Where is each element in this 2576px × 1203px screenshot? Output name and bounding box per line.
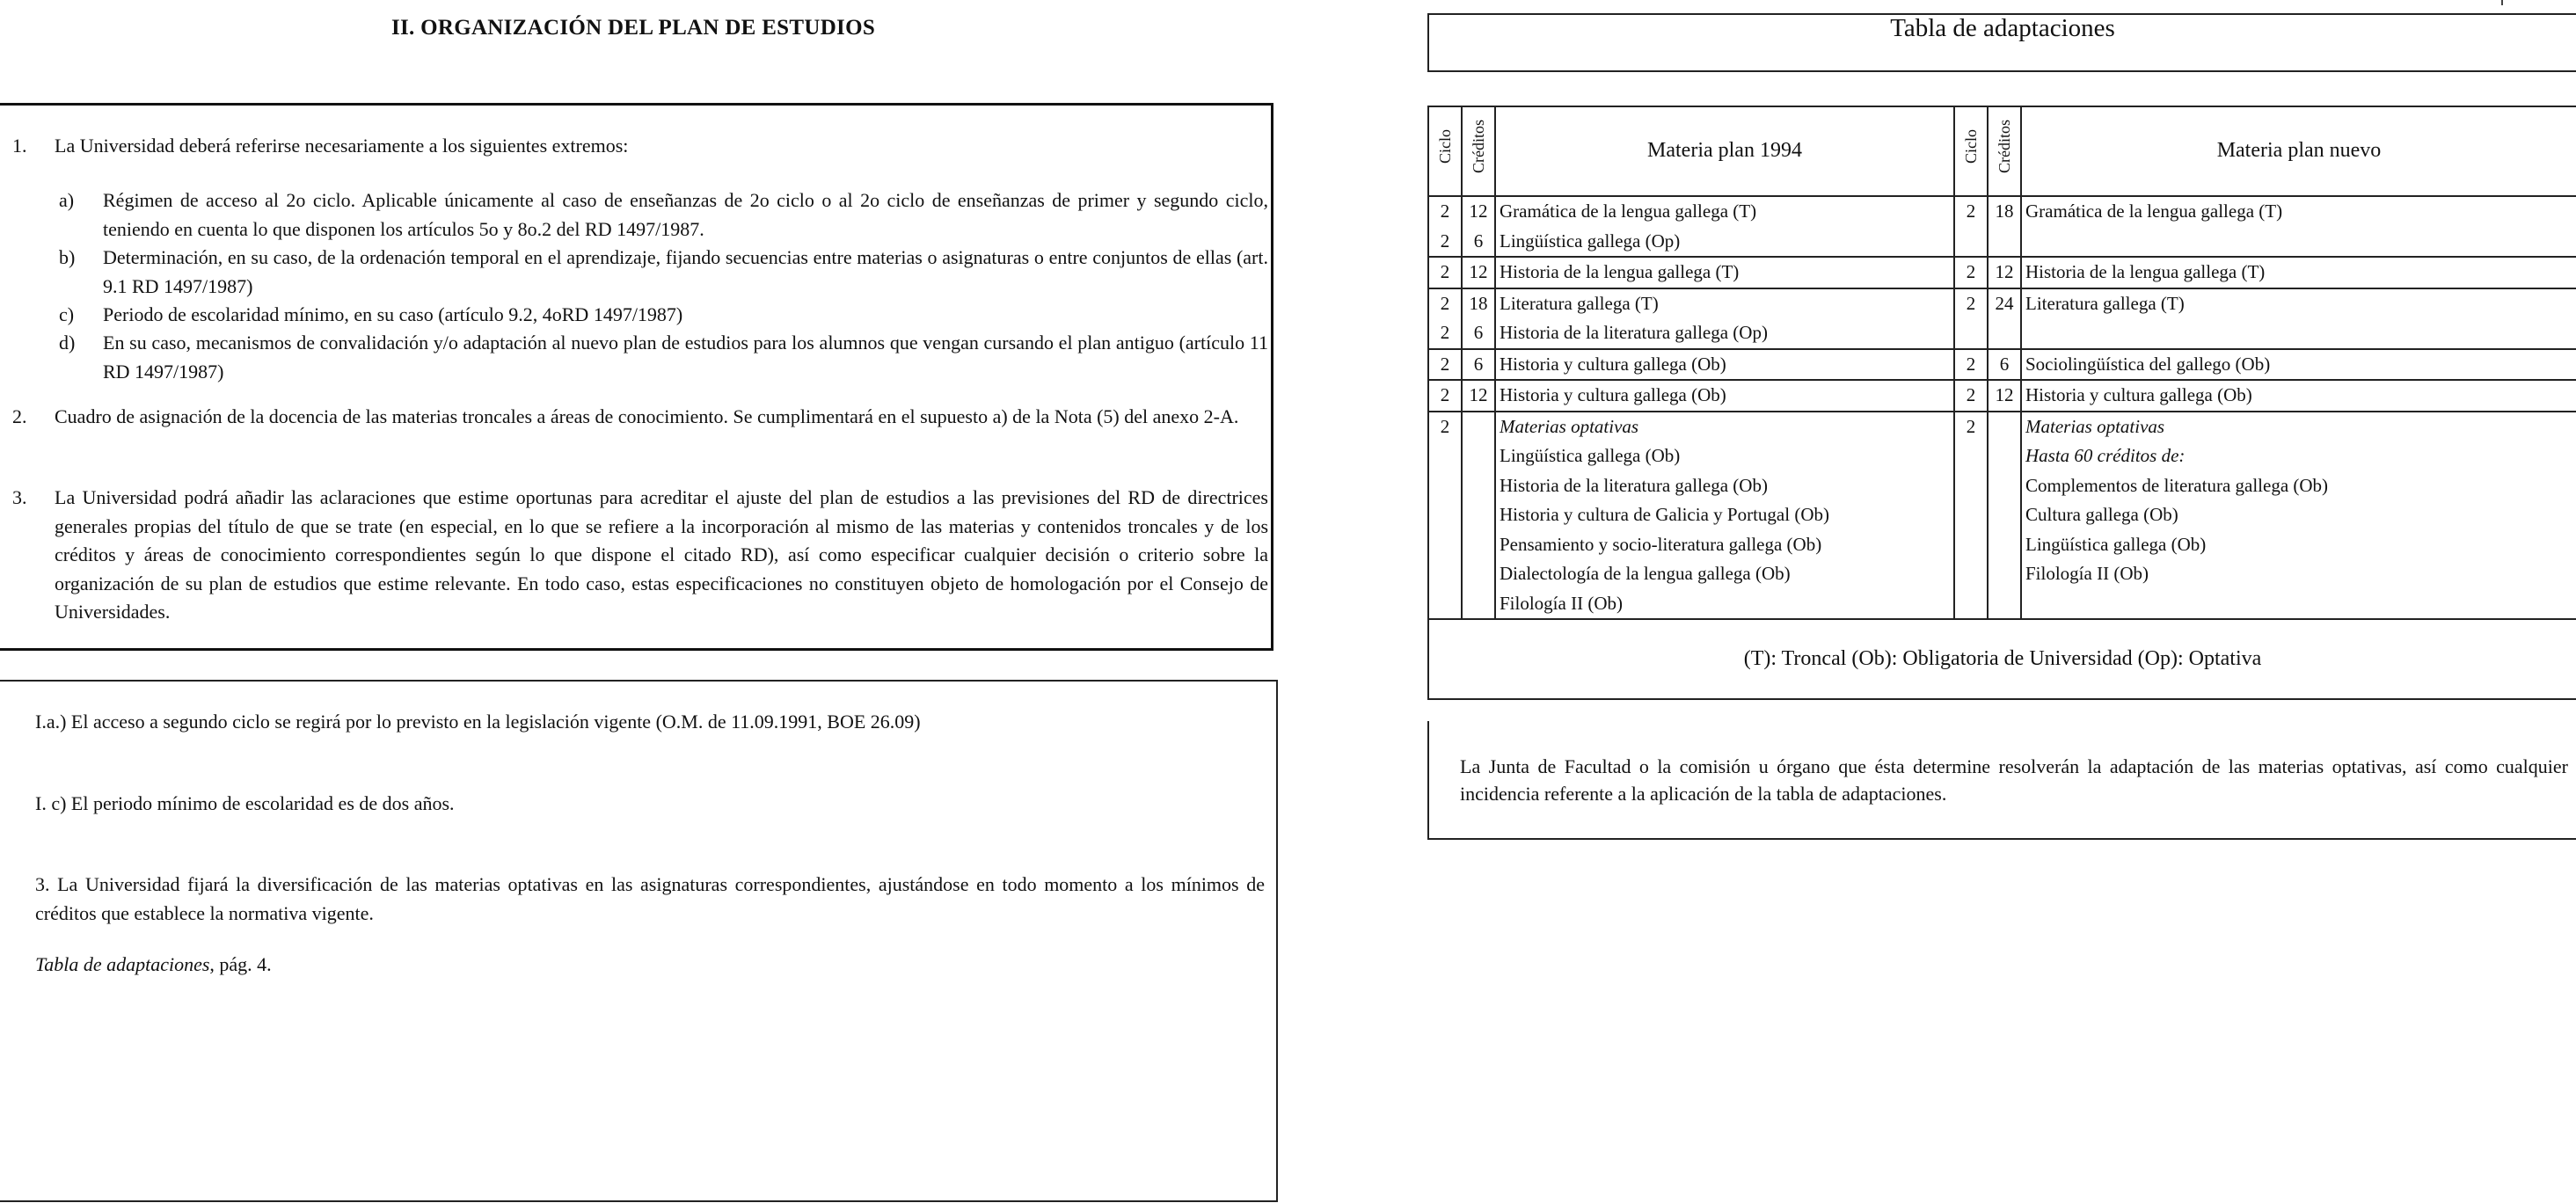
- subitem-text: Determinación, en su caso, de la ordenación temporal en el aprendizaje, fijando secuencias entre materias o asignaturas o entre conjuntos de ellas (art. 9.1 RD 1497/1987): [103, 246, 1268, 297]
- optional-title: Materias optativas: [2025, 415, 2165, 437]
- cell-creditos-new: [1988, 412, 2021, 620]
- subitem-letter: a): [59, 189, 75, 211]
- subitem-letter: d): [59, 332, 76, 354]
- cell-old-subject: Historia y cultura gallega (Ob): [1495, 349, 1954, 381]
- paragraph-optional: 3. La Universidad fijará la diversificación de las materias optativas en las asignaturas correspondientes, ajustándose en todo momento a los mínimos de créditos que establece la normativa vigente.: [35, 873, 1265, 924]
- instructions-box: [0, 103, 1273, 651]
- paragraph-access: I.a.) El acceso a segundo ciclo se regirá por lo previsto en la legislación vigente (O.M. de 11.09.1991, BOE 26.09): [35, 711, 921, 733]
- cell-creditos: 12: [1462, 257, 1495, 288]
- table-row: [1428, 349, 2576, 381]
- cell-old-subject: Historia y cultura gallega (Ob): [1495, 380, 1954, 412]
- cell-creditos-new: 24: [1988, 288, 2021, 349]
- cell-old-subject: Historia de la lengua gallega (T): [1495, 257, 1954, 288]
- cell-ciclo: 2: [1428, 257, 1462, 288]
- cell-new-subject: Historia y cultura gallega (Ob): [2021, 380, 2576, 412]
- cell-ciclo: 2: [1428, 380, 1462, 412]
- cell-ciclo-new: 2: [1954, 349, 1988, 381]
- item-text: La Universidad podrá añadir las aclaraciones que estime oportunas para acreditar el ajuste del plan de estudios a las previsiones del RD de directrices generales propias del título de que se trate (en especial, en lo que se refiere a la incorporación al mismo de las materias y contenidos troncales y de los créditos y áreas de conocimiento correspondientes según lo que dispone el citado RD), así como especificar cualquier decisión o criterio sobre la organización de su plan de estudios que estime relevante. En todo caso, estas especificaciones no constituyen objeto de homologación por el Consejo de Universidades.: [55, 486, 1268, 623]
- cell-ciclo-new: 2: [1954, 257, 1988, 288]
- cell-new-subject: Sociolingüística del gallego (Ob): [2021, 349, 2576, 381]
- table-row-optativas: [1428, 412, 2576, 620]
- cell-ciclo-new: 2: [1954, 288, 1988, 349]
- subitem-text: En su caso, mecanismos de convalidación y/o adaptación al nuevo plan de estudios para los alumnos que vengan cursando el plan antiguo (artículo 11 RD 1497/1987): [103, 332, 1268, 383]
- adaptations-title: Tabla de adaptaciones: [1890, 14, 2115, 42]
- header-ciclo-new: Ciclo: [1954, 106, 1988, 196]
- table-row: [1428, 257, 2576, 288]
- header-ciclo: Ciclo: [1428, 106, 1462, 196]
- reference-page: , pág. 4.: [209, 953, 272, 975]
- cell-creditos-new: 18: [1988, 196, 2021, 257]
- cell-creditos: 12: [1462, 380, 1495, 412]
- paragraph-reference: [35, 951, 1265, 980]
- cell-ciclo-new: 2: [1954, 196, 1988, 257]
- header-old-plan: Materia plan 1994: [1495, 106, 1954, 196]
- observations-box: [0, 680, 1278, 1202]
- adaptation-note: La Junta de Facultad o la comisión u órgano que ésta determine resolverán la adaptación de las materias optativas, así como cualquier incidencia referente a la aplicación de la tabla de adaptaciones.: [1460, 755, 2568, 805]
- item-number: 1.: [12, 135, 27, 157]
- subitem-text: Periodo de escolaridad mínimo, en su caso (artículo 9.2, 4oRD 1497/1987): [103, 303, 683, 325]
- item-text: La Universidad deberá referirse necesariamente a los siguientes extremos:: [55, 135, 629, 157]
- item-number: 3.: [12, 486, 27, 508]
- cell-old-subject: Literatura gallega (T) Historia de la literatura gallega (Op): [1495, 288, 1954, 349]
- table-row: [1428, 288, 2576, 349]
- cell-new-subject: Literatura gallega (T): [2021, 288, 2576, 349]
- page-tick-mark: [2501, 0, 2503, 5]
- header-creditos: Créditos: [1462, 106, 1495, 196]
- subitem-text: Régimen de acceso al 2o ciclo. Aplicable únicamente al caso de enseñanzas de 2o ciclo o al 2o ciclo de enseñanzas de primer y segundo ciclo, teniendo en cuenta lo que disponen los artículos 5o y 8o.2 del RD 1497/1987.: [103, 189, 1268, 240]
- cell-new-subject: Gramática de la lengua gallega (T): [2021, 196, 2576, 257]
- item-number: 2.: [12, 405, 27, 427]
- table-legend: (T): Troncal (Ob): Obligatoria de Universidad (Op): Optativa: [1428, 619, 2576, 699]
- cell-ciclo-new: 2: [1954, 412, 1988, 620]
- cell-creditos-new: 12: [1988, 257, 2021, 288]
- table-legend-row: [1428, 619, 2576, 699]
- header-creditos-new: Créditos: [1988, 106, 2021, 196]
- reference-italic: Tabla de adaptaciones: [35, 953, 210, 975]
- item-text: Cuadro de asignación de la docencia de las materias troncales a áreas de conocimiento. Se cumplimentará en el supuesto a) de la Nota (5) del anexo 2-A.: [55, 405, 1239, 427]
- cell-creditos: 6: [1462, 349, 1495, 381]
- cell-old-optional-subjects: Materias optativas Lingüística gallega (Ob) Historia de la literatura gallega (Ob) Historia y cultura de Galicia y Portugal (Ob) Pensamiento y socio-literatura gallega (Ob) Dialectología de la lengua gallega (Ob) Filología II (Ob): [1495, 412, 1954, 620]
- optional-title: Materias optativas: [1500, 415, 1639, 437]
- table-row: [1428, 380, 2576, 412]
- cell-creditos: [1462, 412, 1495, 620]
- adaptations-table-wrap: [1427, 106, 2576, 700]
- cell-ciclo: 2: [1428, 349, 1462, 381]
- optional-subtitle: Hasta 60 créditos de:: [2025, 445, 2186, 466]
- cell-ciclo-new: 2: [1954, 380, 1988, 412]
- paragraph-schooling: I. c) El periodo mínimo de escolaridad es de dos años.: [35, 792, 455, 814]
- header-new-plan: Materia plan nuevo: [2021, 106, 2576, 196]
- cell-new-optional-subjects: Materias optativas Hasta 60 créditos de: Complementos de literatura gallega (Ob) Cultura gallega (Ob) Lingüística gallega (Ob) Filología II (Ob): [2021, 412, 2576, 620]
- cell-old-subject: Gramática de la lengua gallega (T) Lingüística gallega (Op): [1495, 196, 1954, 257]
- table-header-row: [1428, 106, 2576, 196]
- adaptations-table: [1427, 106, 2576, 700]
- section-title: II. ORGANIZACIÓN DEL PLAN DE ESTUDIOS: [390, 16, 876, 40]
- adaptation-note-box: [1427, 721, 2576, 840]
- cell-ciclo: 2 2: [1428, 288, 1462, 349]
- cell-creditos-new: 6: [1988, 349, 2021, 381]
- cell-ciclo: 2 2: [1428, 196, 1462, 257]
- table-row: [1428, 196, 2576, 257]
- subitem-letter: c): [59, 303, 75, 325]
- subitem-letter: b): [59, 246, 76, 268]
- cell-new-subject: Historia de la lengua gallega (T): [2021, 257, 2576, 288]
- adaptations-title-box: [1427, 13, 2576, 72]
- cell-ciclo: 2: [1428, 412, 1462, 620]
- cell-creditos: 12 6: [1462, 196, 1495, 257]
- cell-creditos: 18 6: [1462, 288, 1495, 349]
- cell-creditos-new: 12: [1988, 380, 2021, 412]
